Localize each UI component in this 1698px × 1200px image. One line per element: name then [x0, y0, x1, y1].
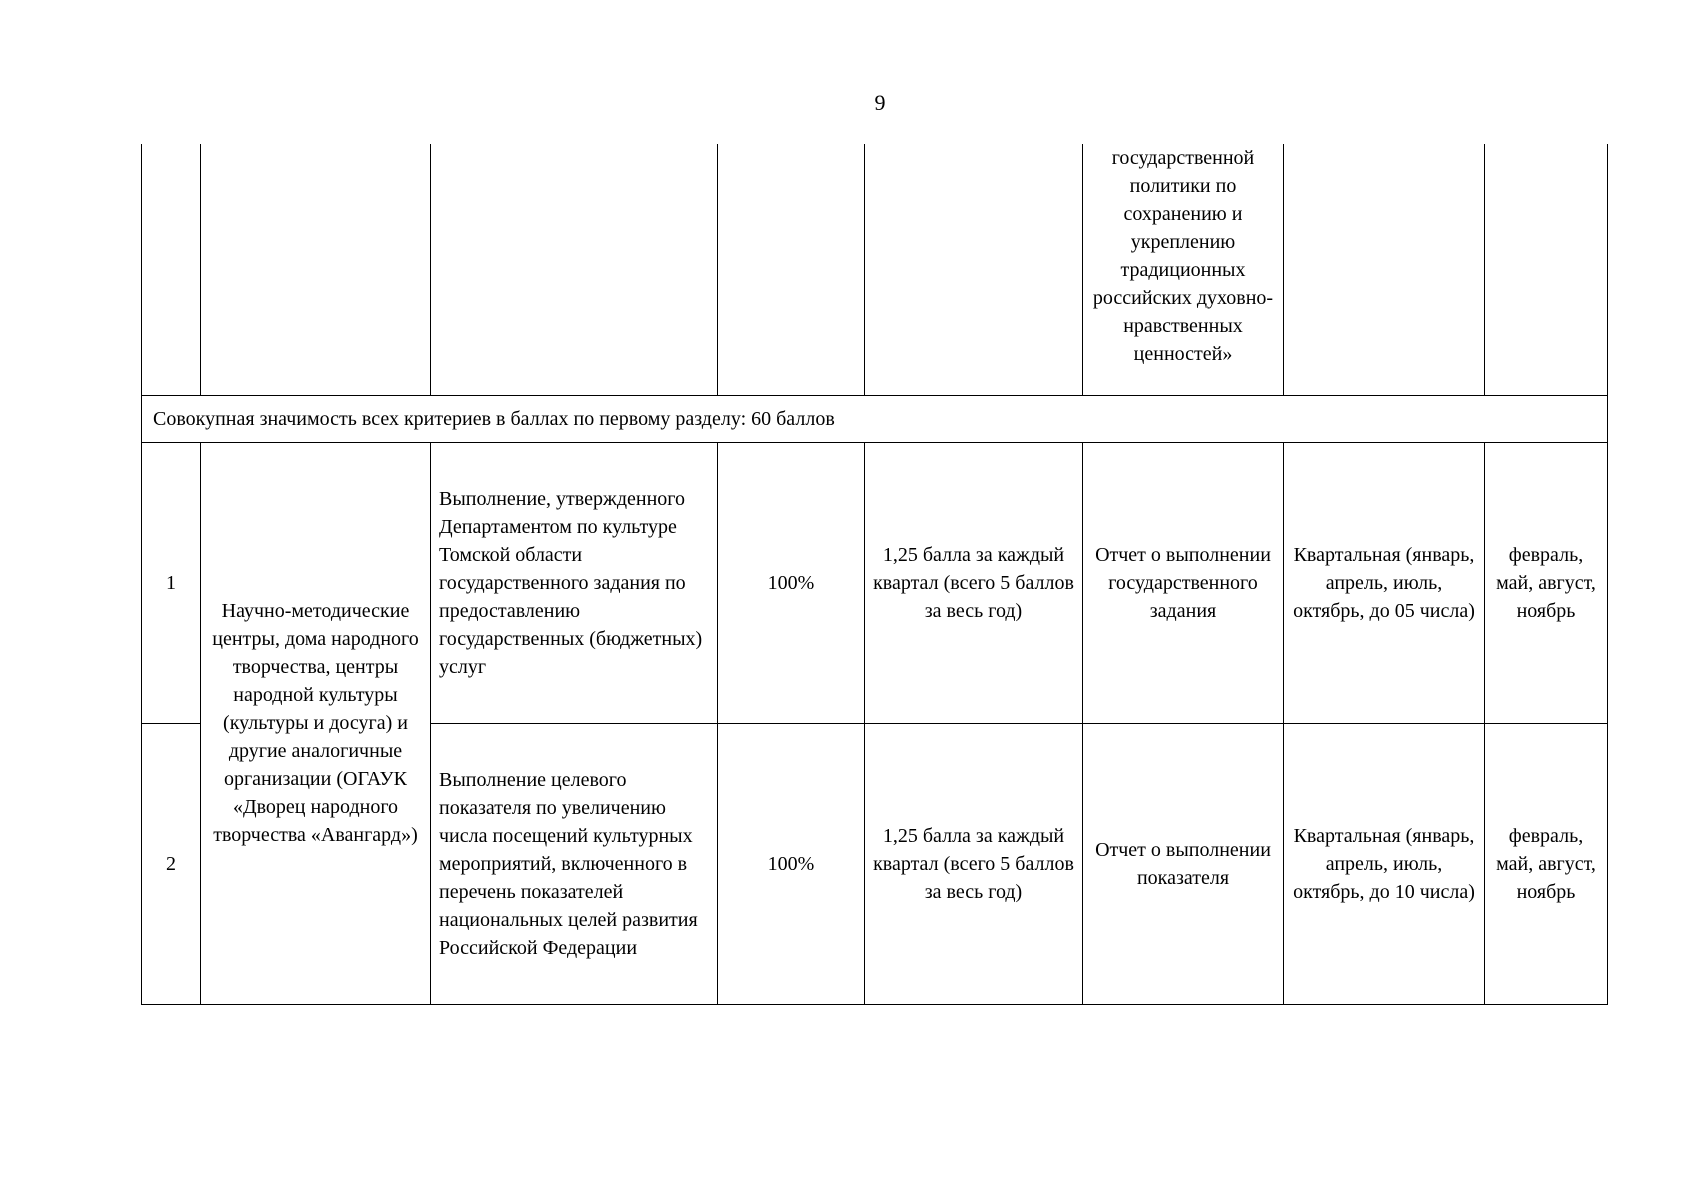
points-cell: 1,25 балла за каждый квартал (всего 5 баллов за весь год) [865, 442, 1083, 723]
periodicity-cell: Квартальная (январь, апрель, июль, октябрь, до 05 числа) [1284, 442, 1485, 723]
criterion-cell: Выполнение, утвержденного Департаментом по культуре Томской области государственного задания по предоставлению государственных (бюджетных) услуг [431, 442, 718, 723]
organization-cell: Научно-методические центры, дома народного творчества, центры народной культуры (культуры и досуга) и другие аналогичные организации (ОГАУК «Дворец народного творчества «Авангард») [201, 442, 431, 1004]
empty-cell [1284, 144, 1485, 395]
criterion-cell: Выполнение целевого показателя по увеличению числа посещений культурных мероприятий, включенного в перечень показателей национальных целей развития Российской Федерации [431, 723, 718, 1004]
target-cell: 100% [718, 723, 865, 1004]
empty-cell [1485, 144, 1608, 395]
table-row [142, 442, 1608, 723]
empty-cell [201, 144, 431, 395]
target-cell: 100% [718, 442, 865, 723]
section-summary: Совокупная значимость всех критериев в баллах по первому разделу: 60 баллов [142, 395, 1608, 442]
points-cell: 1,25 балла за каждый квартал (всего 5 баллов за весь год) [865, 723, 1083, 1004]
empty-cell [718, 144, 865, 395]
continued-text-cell: государственной политики по сохранению и укреплению традиционных российских духовно-нравственных ценностей» [1083, 144, 1284, 395]
row-number: 2 [142, 723, 201, 1004]
empty-cell [431, 144, 718, 395]
months-cell: февраль, май, август, ноябрь [1485, 442, 1608, 723]
row-number: 1 [142, 442, 201, 723]
months-cell: февраль, май, август, ноябрь [1485, 723, 1608, 1004]
empty-cell [865, 144, 1083, 395]
continuation-row [142, 144, 1608, 395]
report-cell: Отчет о выполнении показателя [1083, 723, 1284, 1004]
report-cell: Отчет о выполнении государственного задания [1083, 442, 1284, 723]
page-number: 9 [874, 90, 886, 115]
empty-cell [142, 144, 201, 395]
criteria-table [141, 144, 1608, 1005]
periodicity-cell: Квартальная (январь, апрель, июль, октябрь, до 10 числа) [1284, 723, 1485, 1004]
section-summary-row [142, 395, 1608, 442]
